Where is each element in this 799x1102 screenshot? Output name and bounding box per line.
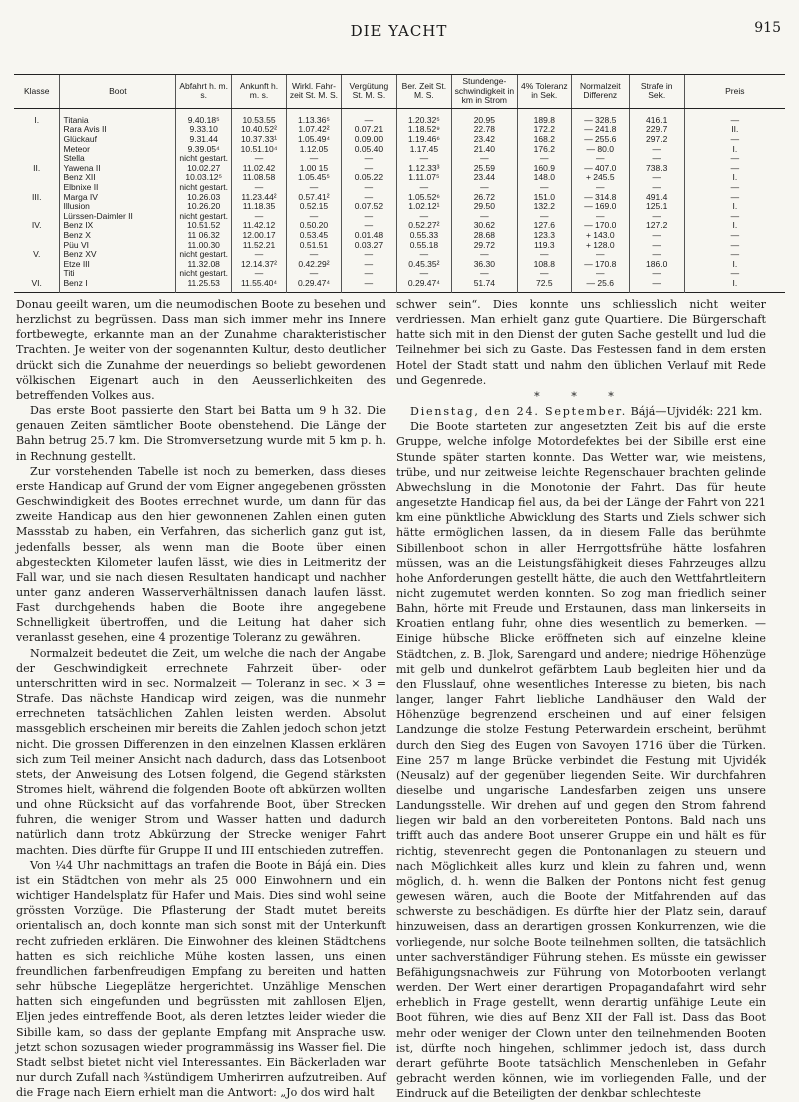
- table-cell: 1.20.32⁵: [396, 108, 451, 125]
- table-cell: nicht gestart.: [176, 212, 232, 222]
- table-cell: —: [629, 154, 684, 164]
- table-body: [14, 108, 785, 293]
- table-cell: 127.6: [517, 221, 571, 231]
- table-header-row: [14, 75, 785, 109]
- paragraph: Zur vorstehenden Tabelle ist noch zu bemerken, dass dieses erste Handicap auf Grund der vom Eigner angegebenen grössten Geschwindigkeit des Bootes errechnet wurde, um dann für das zweite Handicap aus den hier gewonnenen Zahlen einen guten Massstab zu haben, ein Verfahren, das sicherlich ganz gut ist, jedenfalls besser, als wenn man die Boote über einen abgesteckten Kilometer laufen lässt, wie dies in Leitmeritz der Fall war, und sie nach diesen Resultaten handicapt und nachher unter ganz anderen Wasserverhältnissen danach laufen lässt. Fast durchgehends haben die Boote ihre angegebene Schnelligkeit übertroffen, und die Leitung hat daher sich veranlasst gesehen, eine 4 prozentige Toleranz zu gewähren.: [16, 464, 386, 645]
- table-cell: 148.0: [517, 173, 571, 183]
- table-cell: Lürssen-Daimler II: [60, 212, 176, 222]
- table-cell: 11.42.12: [232, 221, 287, 231]
- table-cell: —: [517, 154, 571, 164]
- table-cell: —: [629, 231, 684, 241]
- table-row: [14, 241, 785, 251]
- table-cell: 10.40.52²: [232, 125, 287, 135]
- table-cell: 416.1: [629, 108, 684, 125]
- table-cell: 125.1: [629, 202, 684, 212]
- table-cell: —: [684, 164, 785, 174]
- table-cell: 127.2: [629, 221, 684, 231]
- table-cell: 10.51.52: [176, 221, 232, 231]
- table-cell: Elbnixe II: [60, 183, 176, 193]
- table-cell: I.: [684, 202, 785, 212]
- column-header: Ber. Zeit St. M. S.: [396, 75, 451, 109]
- table-cell: 11.08.58: [232, 173, 287, 183]
- table-cell: 72.5: [517, 279, 571, 293]
- table-cell: 0.57.41²: [286, 193, 341, 203]
- table-row: [14, 269, 785, 279]
- table-row: [14, 164, 785, 174]
- table-cell: 151.0: [517, 193, 571, 203]
- table-cell: —: [684, 231, 785, 241]
- table-cell: Yawena II: [60, 164, 176, 174]
- table-cell: —: [629, 173, 684, 183]
- table-cell: Benz XV: [60, 250, 176, 260]
- paragraph: Donau geeilt waren, um die neumodischen Boote zu besehen und herzlichst zu begrüssen. Dass man sich immer mehr ins Innere fortbewegte, erkannte man an der Zunahme charakteristischer Trachten. Je weiter von der sogenannten Kultur, desto deutlicher drückt sich die Zunahme der neuerdings so beliebt gewordenen völkischen Eigenart auch in den Aeusserlichkeiten des betreffenden Volkes aus.: [16, 298, 386, 402]
- table-cell: 0.55.33: [396, 231, 451, 241]
- table-cell: 11.32.08: [176, 260, 232, 270]
- table-cell: I.: [684, 173, 785, 183]
- table-cell: —: [341, 279, 396, 293]
- table-cell: Marga IV: [60, 193, 176, 203]
- table-cell: + 245.5: [571, 173, 629, 183]
- table-cell: —: [286, 154, 341, 164]
- table-cell: 36.30: [451, 260, 517, 270]
- table-cell: nicht gestart.: [176, 154, 232, 164]
- table-cell: —: [571, 154, 629, 164]
- table-cell: 229.7: [629, 125, 684, 135]
- table-cell: 1.05.45⁵: [286, 173, 341, 183]
- section-dateline: [396, 404, 766, 419]
- table-cell: [14, 260, 60, 270]
- table-cell: —: [396, 269, 451, 279]
- table-cell: VI.: [31, 277, 42, 288]
- paragraph: Normalzeit bedeutet die Zeit, um welche die nach der Angabe der Geschwindigkeit errechnete Fahrzeit über- oder unterschritten wird in sec. Normalzeit — Toleranz in sec. × 3 = Strafe. Das nächste Handicap wird zeigen, was die nunmehr errechneten tatsächlichen Zahlen leisten werden. Absolut massgeblich erscheinen mir bereits die Zahlen jedoch schon jetzt nicht. Die grossen Differenzen in den einzelnen Klassen erklären sich zum Teil meiner Ansicht nach dadurch, dass das Lotsenboot stets, der Anweisung des Lotsen folgend, die Gegend stärksten Stromes hielt, während die folgenden Boote oft abkürzen wollten und ohne Rücksicht auf das vorfahrende Boot, über Strecken fuhren, die weniger Strom und Wasser hatten und dadurch natürlich dann trotz Abkürzung der Strecke weniger Fahrt machten. Dies dürfte für Gruppe II und III entschieden zutreffen.: [16, 646, 386, 857]
- table-cell: —: [451, 212, 517, 222]
- table-cell: 51.74: [451, 279, 517, 293]
- table-cell: nicht gestart.: [176, 183, 232, 193]
- table-cell: 0.29.47⁴: [286, 279, 341, 293]
- table-cell: 1.12.05: [286, 145, 341, 155]
- table-cell: —: [341, 269, 396, 279]
- table-cell: 168.2: [517, 135, 571, 145]
- table-cell: —: [629, 212, 684, 222]
- table-cell: nicht gestart.: [176, 269, 232, 279]
- table-cell: 11.52.21: [232, 241, 287, 251]
- table-cell: —: [684, 269, 785, 279]
- table-cell: [14, 135, 60, 145]
- table-cell: 297.2: [629, 135, 684, 145]
- table-cell: 1.00 15: [286, 164, 341, 174]
- table-cell: Benz X: [60, 231, 176, 241]
- table-cell: Titania: [60, 108, 176, 125]
- table-cell: —: [396, 183, 451, 193]
- table-cell: 10.26.20: [176, 202, 232, 212]
- table-cell: 108.8: [517, 260, 571, 270]
- table-cell: 10.53.55: [232, 108, 287, 125]
- table-cell: Rara Avis II: [60, 125, 176, 135]
- table-cell: 1.05.52⁶: [396, 193, 451, 203]
- page-number: 915: [754, 20, 781, 36]
- table-cell: —: [341, 260, 396, 270]
- table-cell: —: [341, 154, 396, 164]
- table-cell: —: [341, 183, 396, 193]
- table-cell: 0.55.18: [396, 241, 451, 251]
- table-cell: 738.3: [629, 164, 684, 174]
- table-cell: —: [341, 250, 396, 260]
- table-cell: 12.00.17: [232, 231, 287, 241]
- table-cell: IV.: [31, 220, 42, 231]
- results-table: [14, 74, 785, 293]
- table-cell: 11.55.40⁴: [232, 279, 287, 293]
- column-header: Normalzeit Differenz: [571, 75, 629, 109]
- table-cell: 0.01.48: [341, 231, 396, 241]
- table-cell: —: [451, 154, 517, 164]
- table-cell: II.: [684, 125, 785, 135]
- table-cell: —: [341, 221, 396, 231]
- table-row: [14, 154, 785, 164]
- table-cell: —: [286, 183, 341, 193]
- table-cell: 0.03.27: [341, 241, 396, 251]
- table-cell: 1.12.33³: [396, 164, 451, 174]
- table-cell: Etze III: [60, 260, 176, 270]
- table-cell: 9.33.10: [176, 125, 232, 135]
- table-cell: [14, 125, 60, 135]
- table-cell: 0.05.40: [341, 145, 396, 155]
- table-cell: —: [684, 135, 785, 145]
- table-cell: —: [684, 183, 785, 193]
- table-row: [14, 173, 785, 183]
- table-cell: —: [232, 269, 287, 279]
- table-cell: —: [517, 250, 571, 260]
- table-row: [14, 260, 785, 270]
- table-cell: [14, 231, 60, 241]
- table-cell: 1.02.12¹: [396, 202, 451, 212]
- table-cell: —: [396, 250, 451, 260]
- table-cell: 23.44: [451, 173, 517, 183]
- table-cell: 1.13.36⁵: [286, 108, 341, 125]
- table-cell: Titi: [60, 269, 176, 279]
- table-cell: 1.11.07⁵: [396, 173, 451, 183]
- table-cell: — 328.5: [571, 108, 629, 125]
- table-row: [14, 135, 785, 145]
- table-cell: 9.31.44: [176, 135, 232, 145]
- table-cell: 29.50: [451, 202, 517, 212]
- table-cell: 0.53.45: [286, 231, 341, 241]
- table-cell: —: [341, 108, 396, 125]
- table-cell: — 170.8: [571, 260, 629, 270]
- table-cell: —: [451, 183, 517, 193]
- table-cell: — 25.6: [571, 279, 629, 293]
- table-cell: — 407.0: [571, 164, 629, 174]
- table-cell: + 128.0: [571, 241, 629, 251]
- table-cell: —: [684, 108, 785, 125]
- table-cell: III.: [32, 191, 42, 202]
- table-cell: 1.19.46⁶: [396, 135, 451, 145]
- table-cell: Meteor: [60, 145, 176, 155]
- table-cell: nicht gestart.: [176, 250, 232, 260]
- table-cell: 1.05.49⁴: [286, 135, 341, 145]
- table-cell: [14, 173, 60, 183]
- table-cell: —: [571, 212, 629, 222]
- column-header: Boot: [60, 75, 176, 109]
- table-row: [14, 221, 785, 231]
- table-cell: 23.42: [451, 135, 517, 145]
- table-cell: I.: [684, 279, 785, 293]
- table-cell: —: [629, 145, 684, 155]
- table-cell: 11.02.42: [232, 164, 287, 174]
- table-cell: Püu VI: [60, 241, 176, 251]
- dateline-date: Dienstag, den 24. September.: [410, 405, 628, 419]
- table-cell: — 241.8: [571, 125, 629, 135]
- table-cell: —: [629, 279, 684, 293]
- table-cell: —: [232, 250, 287, 260]
- table-cell: —: [517, 212, 571, 222]
- table-cell: 25.59: [451, 164, 517, 174]
- column-header: Stundenge-schwindigkeit in km in Strom: [451, 75, 517, 109]
- table-cell: —: [451, 269, 517, 279]
- table-cell: —: [341, 193, 396, 203]
- column-header: Ankunft h. m. s.: [232, 75, 287, 109]
- table-row: [14, 183, 785, 193]
- paragraph: Von ¼4 Uhr nachmittags an trafen die Boote in Bájá ein. Dies ist ein Städtchen von mehr als 25 000 Einwohnern und ein wichtiger Handelsplatz für Hafer und Mais. Dies sind wohl seine grössten Vorzüge. Die Pflasterung der Stadt mutet bereits orientalisch an, doch konnte man sich sonst mit der Unterkunft recht zufrieden erklären. Die Einwohner des kleinen Städtchens hatten es sich reichliche Mühe kosten lassen, uns einen freundlichen farbenfreudigen Empfang zu bereiten und hatten sehr hübsche Liegeplätze hergerichtet. Unzählige Menschen hatten sich eingefunden und begrüssten mit zahllosen Eljen, Eljen jedes eintreffende Boot, als deren letztes leider wieder die Sibille kam, so dass der geplante Empfang mit Ansprache usw. jetzt schon sozusagen wieder programmässig ins Wasser fiel. Die Stadt selbst bietet nicht viel Interessantes. Ein Bäckerladen war nur durch Zufall nach ¾stündigem Umherirren aufzutreiben. Auf die Frage nach Eiern erhielt man die Antwort: „Jo dos wird halt: [16, 858, 386, 1100]
- column-header: Klasse: [14, 75, 60, 109]
- table-cell: 11 06.32: [176, 231, 232, 241]
- table-cell: 1.07.42²: [286, 125, 341, 135]
- table-cell: 11.18.35: [232, 202, 287, 212]
- table-cell: —: [629, 269, 684, 279]
- table-cell: Benz IX: [60, 221, 176, 231]
- table-cell: — 170.0: [571, 221, 629, 231]
- table-cell: Benz I: [60, 279, 176, 293]
- column-header: Abfahrt h. m. s.: [176, 75, 232, 109]
- journal-title: DIE YACHT: [350, 22, 448, 40]
- table-cell: —: [571, 183, 629, 193]
- table-cell: V.: [33, 249, 41, 260]
- table-cell: 9.39.05⁴: [176, 145, 232, 155]
- table-cell: [14, 145, 60, 155]
- table-cell: 132.2: [517, 202, 571, 212]
- table-cell: —: [341, 164, 396, 174]
- table-cell: 0.50.20: [286, 221, 341, 231]
- column-header: Preis: [684, 75, 785, 109]
- table-row: [14, 145, 785, 155]
- table-cell: 119.3: [517, 241, 571, 251]
- table-cell: 20.95: [451, 108, 517, 125]
- table-cell: 21.40: [451, 145, 517, 155]
- right-column: [396, 297, 766, 1101]
- table-cell: [14, 202, 60, 212]
- table-cell: —: [629, 250, 684, 260]
- table-cell: —: [684, 154, 785, 164]
- table-cell: —: [517, 183, 571, 193]
- column-header: Wirkl. Fahr-zeit St. M. S.: [286, 75, 341, 109]
- table-cell: 186.0: [629, 260, 684, 270]
- table-cell: 176.2: [517, 145, 571, 155]
- table-cell: —: [684, 241, 785, 251]
- table-cell: I.: [684, 221, 785, 231]
- table-cell: —: [684, 250, 785, 260]
- table-cell: 11.23.44²: [232, 193, 287, 203]
- table-cell: —: [232, 154, 287, 164]
- table-cell: 0.51.51: [286, 241, 341, 251]
- table-cell: 0.52.27²: [396, 221, 451, 231]
- table-cell: —: [629, 241, 684, 251]
- table-cell: —: [517, 269, 571, 279]
- table-cell: —: [571, 269, 629, 279]
- table-row: [14, 212, 785, 222]
- table-cell: 0.29.47⁴: [396, 279, 451, 293]
- table-cell: —: [286, 250, 341, 260]
- table-cell: —: [286, 269, 341, 279]
- table-cell: —: [571, 250, 629, 260]
- table-cell: 10.03.12⁵: [176, 173, 232, 183]
- table-cell: 10.26.03: [176, 193, 232, 203]
- table-row: [14, 193, 785, 203]
- table-cell: 1.18.52⁹: [396, 125, 451, 135]
- table-cell: —: [396, 212, 451, 222]
- table-cell: 0.07.52: [341, 202, 396, 212]
- table-cell: Benz XII: [60, 173, 176, 183]
- table-cell: 0.52.15: [286, 202, 341, 212]
- table-cell: 9.40.18⁵: [176, 108, 232, 125]
- table-cell: 0.45.35²: [396, 260, 451, 270]
- table-cell: —: [396, 154, 451, 164]
- table-row: [14, 250, 785, 260]
- table-cell: 28.68: [451, 231, 517, 241]
- table-cell: 30.62: [451, 221, 517, 231]
- table-cell: 189.8: [517, 108, 571, 125]
- table-cell: 123.3: [517, 231, 571, 241]
- column-header: Strafe in Sek.: [629, 75, 684, 109]
- table-row: [14, 125, 785, 135]
- table-cell: 0.42.29²: [286, 260, 341, 270]
- table-cell: 0.07.21: [341, 125, 396, 135]
- table-cell: Glückauf: [60, 135, 176, 145]
- table-cell: —: [286, 212, 341, 222]
- table-cell: —: [451, 250, 517, 260]
- table-cell: 10.51.10⁴: [232, 145, 287, 155]
- paragraph: Das erste Boot passierte den Start bei Batta um 9 h 32. Die genauen Zeiten sämtlicher Boote obenstehend. Die Länge der Bahn betrug 25.7 km. Die Stromversetzung wurde mit 5 km p. h. in Rechnung gestellt.: [16, 404, 386, 463]
- table-row: [14, 231, 785, 241]
- table-row: [14, 279, 785, 293]
- table-cell: —: [232, 212, 287, 222]
- table-cell: —: [684, 193, 785, 203]
- table-cell: 172.2: [517, 125, 571, 135]
- table-cell: 29.72: [451, 241, 517, 251]
- section-divider: * * *: [534, 389, 628, 403]
- table-cell: 10.37.33¹: [232, 135, 287, 145]
- dateline-route: Bájá—Ujvidék: 221 km.: [627, 405, 763, 419]
- table-cell: + 143.0: [571, 231, 629, 241]
- table-cell: Illusion: [60, 202, 176, 212]
- paragraph: Die Boote starteten zur angesetzten Zeit bis auf die erste Gruppe, welche infolge Motordefektes bei der Sibille erst eine Stunde später starten konnte. Das Wetter war, wie meistens, trübe, und nur zeitweise leichte Regenschauer brachten gelinde Abwechslung in die Monotonie der Fahrt. Das für heute angesetzte Handicap fiel aus, da bei der Länge der Fahrt von 221 km eine pünktliche Abwicklung des Starts und Ziels schwer sich hätte ermöglichen lassen, da in diesem Falle das berühmte Sibillenboot schon in aller Herrgottsfrühe hätte losfahren müssen, was an die Leistungsfähigkeit dieses Fahrzeuges allzu hohe Anforderungen gestellt hätte, die auch den Wettfahrtleitern nicht zugemutet werden konnten. So zog man friedlich seiner Bahn, hörte mit Freude und Erstaunen, dass man linkerseits in Kroatien entlang fuhr, ohne dies wesentlich zu bemerken. — Einige hübsche Blicke eröffneten sich auf einzelne kleine Städtchen, z. B. Jlok, Sarengard und andere; niedrige Höhenzüge mit gelb und dunkelrot gefärbtem Laub begleiten hier und da den Flusslauf, ohne wesentliches Interesse zu bieten, bis nach langer, langer Fahrt liebliche Landhäuser den Wald der Höhenzüge begrenzend erscheinen und auf einer felsigen Landzunge die stolze Festung Peterwardein erscheint, berühmt durch den Sieg des Eugen von Savoyen 1716 über die Türken. Eine 257 m lange Brücke verbindet die Festung mit Ujvidék (Neusalz) auf der gegenüber liegenden Seite. Wir durchfahren dieselbe und ungarische Landesfarben zeigen uns unsere Landungsstelle. Wir drehen auf und gegen den Strom fahrend liegen wir bald an den vorbereiteten Pontons. Bald nach uns trifft auch das andere Boot unserer Gruppe ein und hält es für richtig, stevenrecht gegen die Pontonanlagen zu steuern und nach Möglichkeit alles kurz und klein zu fahren und, wenn möglich, d. h. wenn die Balken der Pontons nicht fest genug gewesen wären, auch die Boote der Mitfahrenden auf das schwerste zu beschädigen. Es dürfte hier der Platz sein, darauf hinzuweisen, dass an derartigen grossen Konkurrenzen, wie die vorliegende, nur solche Boote teilnehmen sollten, die tatsächlich unter sachverständiger Führung stehen. Es müsste ein gewisser Befähigungsnachweis zur Führung von Motorbooten verlangt werden. Der Wert einer derartigen Propagandafahrt wird sehr erheblich in Frage gestellt, wenn derartig unfähige Leute ein Boot führen, wie dies auf Benz XII der Fall ist. Dass das Boot mehr oder weniger der Clown unter den teilnehmenden Booten ist, dürfte noch hingehen, schlimmer jedoch ist, dass durch derart geführte Boote tatsächlich Menschenleben in Gefahr gebracht werden können, wie im vorliegenden Falle, und der Eindruck auf die Beteiligten der denkbar schlechteste: [396, 420, 766, 1101]
- table-cell: 0.09.00: [341, 135, 396, 145]
- table-cell: 11.00.30: [176, 241, 232, 251]
- table-cell: Stella: [60, 154, 176, 164]
- table-cell: II.: [33, 162, 41, 173]
- table-cell: 22.78: [451, 125, 517, 135]
- table-cell: — 169.0: [571, 202, 629, 212]
- table-cell: — 80.0: [571, 145, 629, 155]
- table-cell: 1.17.45: [396, 145, 451, 155]
- table-cell: — 255.6: [571, 135, 629, 145]
- table-cell: —: [232, 183, 287, 193]
- left-column: [16, 297, 386, 1100]
- table-cell: — 314.8: [571, 193, 629, 203]
- table-cell: 491.4: [629, 193, 684, 203]
- table-cell: —: [684, 212, 785, 222]
- table-cell: I.: [684, 260, 785, 270]
- table-cell: 12.14.37²: [232, 260, 287, 270]
- table-cell: —: [341, 212, 396, 222]
- table-cell: I.: [684, 145, 785, 155]
- column-header: 4% Toleranz in Sek.: [517, 75, 571, 109]
- column-header: Vergütung St. M. S.: [341, 75, 396, 109]
- table-cell: 11.25.53: [176, 279, 232, 293]
- table-cell: 26.72: [451, 193, 517, 203]
- table-cell: I.: [34, 114, 40, 125]
- table-cell: —: [629, 183, 684, 193]
- table-cell: 10.02.27: [176, 164, 232, 174]
- table-cell: 160.9: [517, 164, 571, 174]
- paragraph: schwer sein“. Dies konnte uns schliesslich nicht weiter verdriessen. Man erhielt ganz gute Quartiere. Die Bürgerschaft hatte sich mit in den Dienst der guten Sache gestellt und lud die Teilnehmer bei sich zu Gaste. Das Festessen fand in dem ersten Hotel der Stadt statt und nahm den üblichen Verlauf mit Rede und Gegenrede.: [396, 298, 766, 387]
- table-row: [14, 108, 785, 125]
- table-cell: 0.05.22: [341, 173, 396, 183]
